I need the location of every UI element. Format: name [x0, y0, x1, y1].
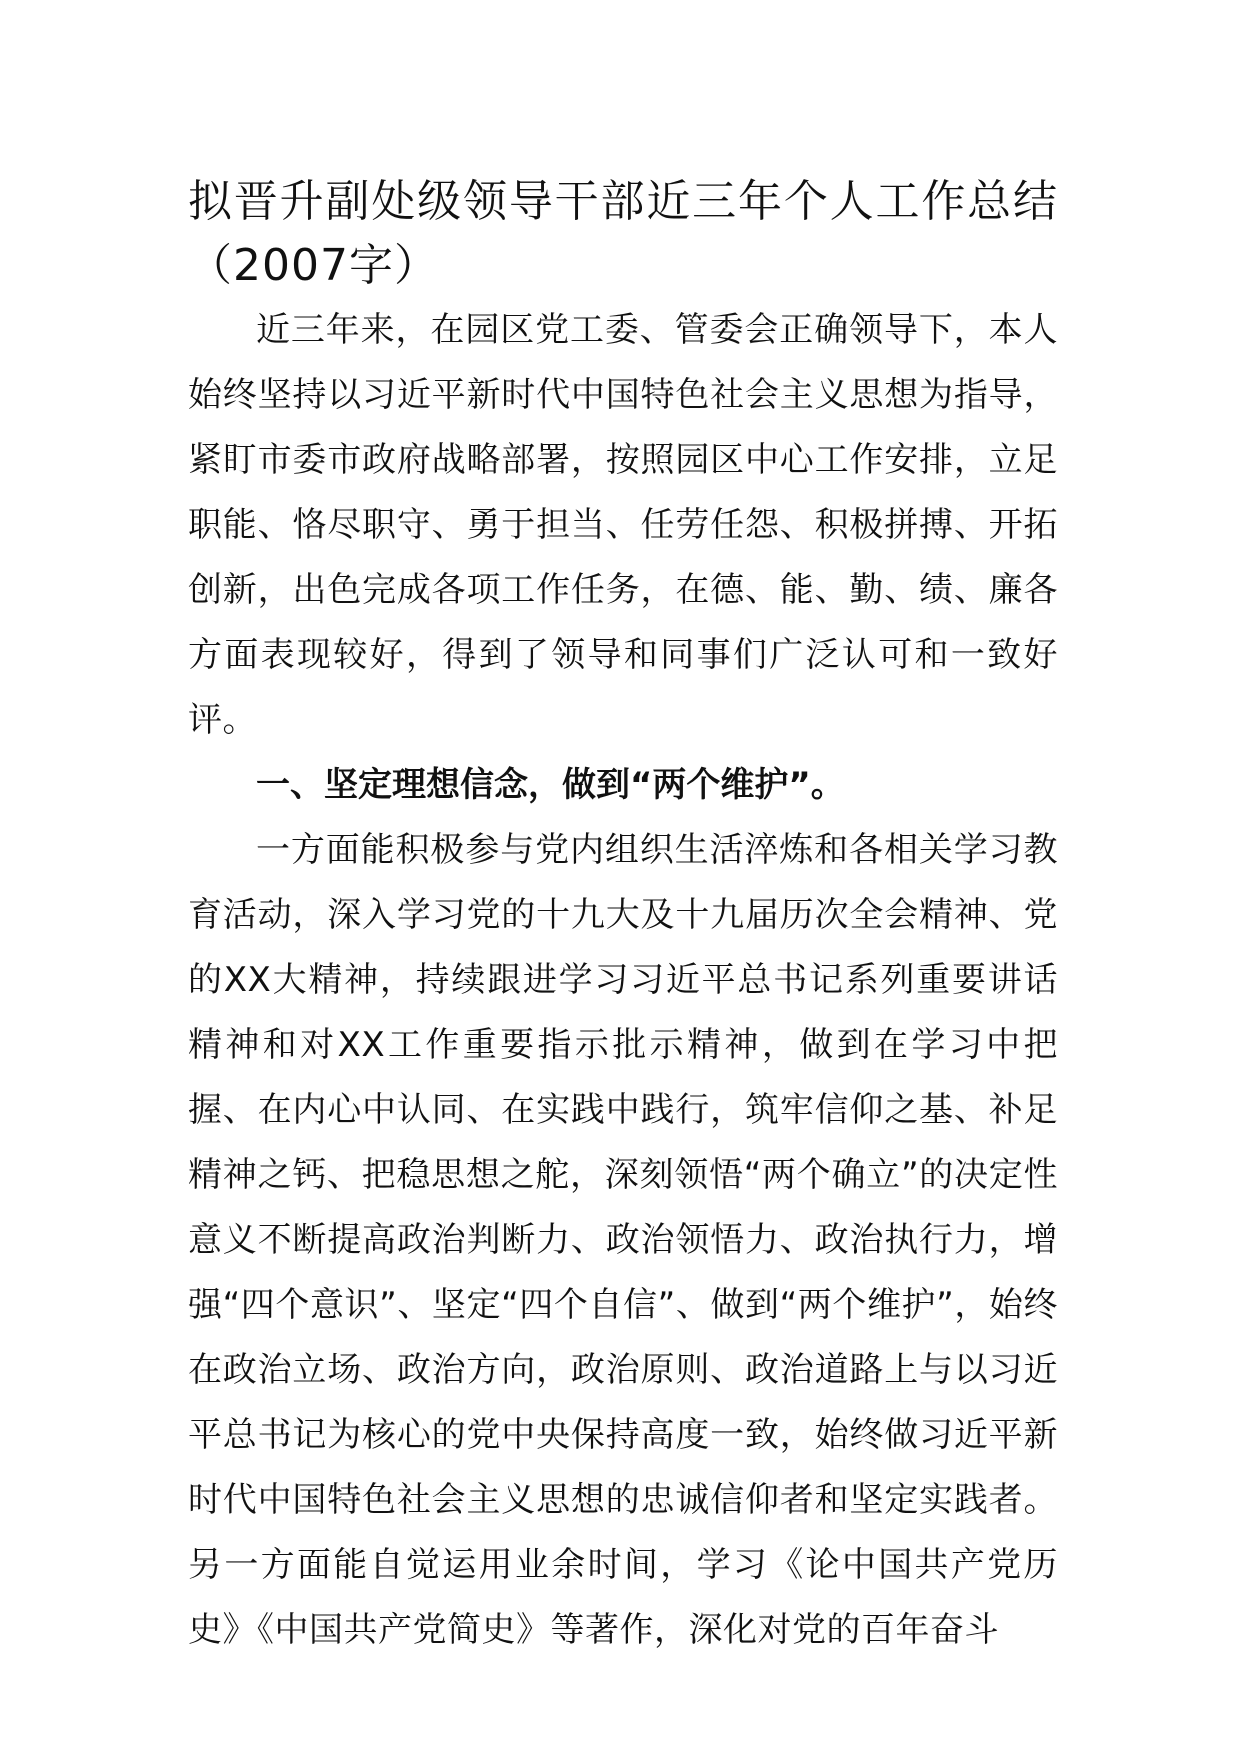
document-title: 拟晋升副处级领导干部近三年个人工作总结（2007字） — [188, 176, 1058, 291]
intro-paragraph: 近三年来，在园区党工委、管委会正确领导下，本人始终坚持以习近平新时代中国特色社会主义思想为指导，紧盯市委市政府战略部署，按照园区中心工作安排，立足职能、恪尽职守、勇于担当、任劳任怨、积极拼搏、开拓创新，出色完成各项工作任务，在德、能、勤、绩、廉各方面表现较好，得到了领导和同事们广泛认可和一致好评。 — [188, 310, 1058, 740]
section-1-paragraph: 一方面能积极参与党内组织生活淬炼和各相关学习教育活动，深入学习党的十九大及十九届历次全会精神、党的XX大精神，持续跟进学习习近平总书记系列重要讲话精神和对XX工作重要指示批示精神，做到在学习中把握、在内心中认同、在实践中践行，筑牢信仰之基、补足精神之钙、把稳思想之舵，深刻领悟“两个确立”的决定性意义不断提高政治判断力、政治领悟力、政治执行力，增强“四个意识”、坚定“四个自信”、做到“两个维护”，始终在政治立场、政治方向，政治原则、政治道路上与以习近平总书记为核心的党中央保持高度一致，始终做习近平新时代中国特色社会主义思想的忠诚信仰者和坚定实践者。另一方面能自觉运用业余时间，学习《论中国共产党历史》《中国共产党简史》等著作，深化对党的百年奋斗 — [188, 830, 1058, 1650]
document-page — [188, 170, 1058, 1663]
section-heading-1: 一、坚定理想信念，做到“两个维护”。 — [256, 765, 845, 805]
